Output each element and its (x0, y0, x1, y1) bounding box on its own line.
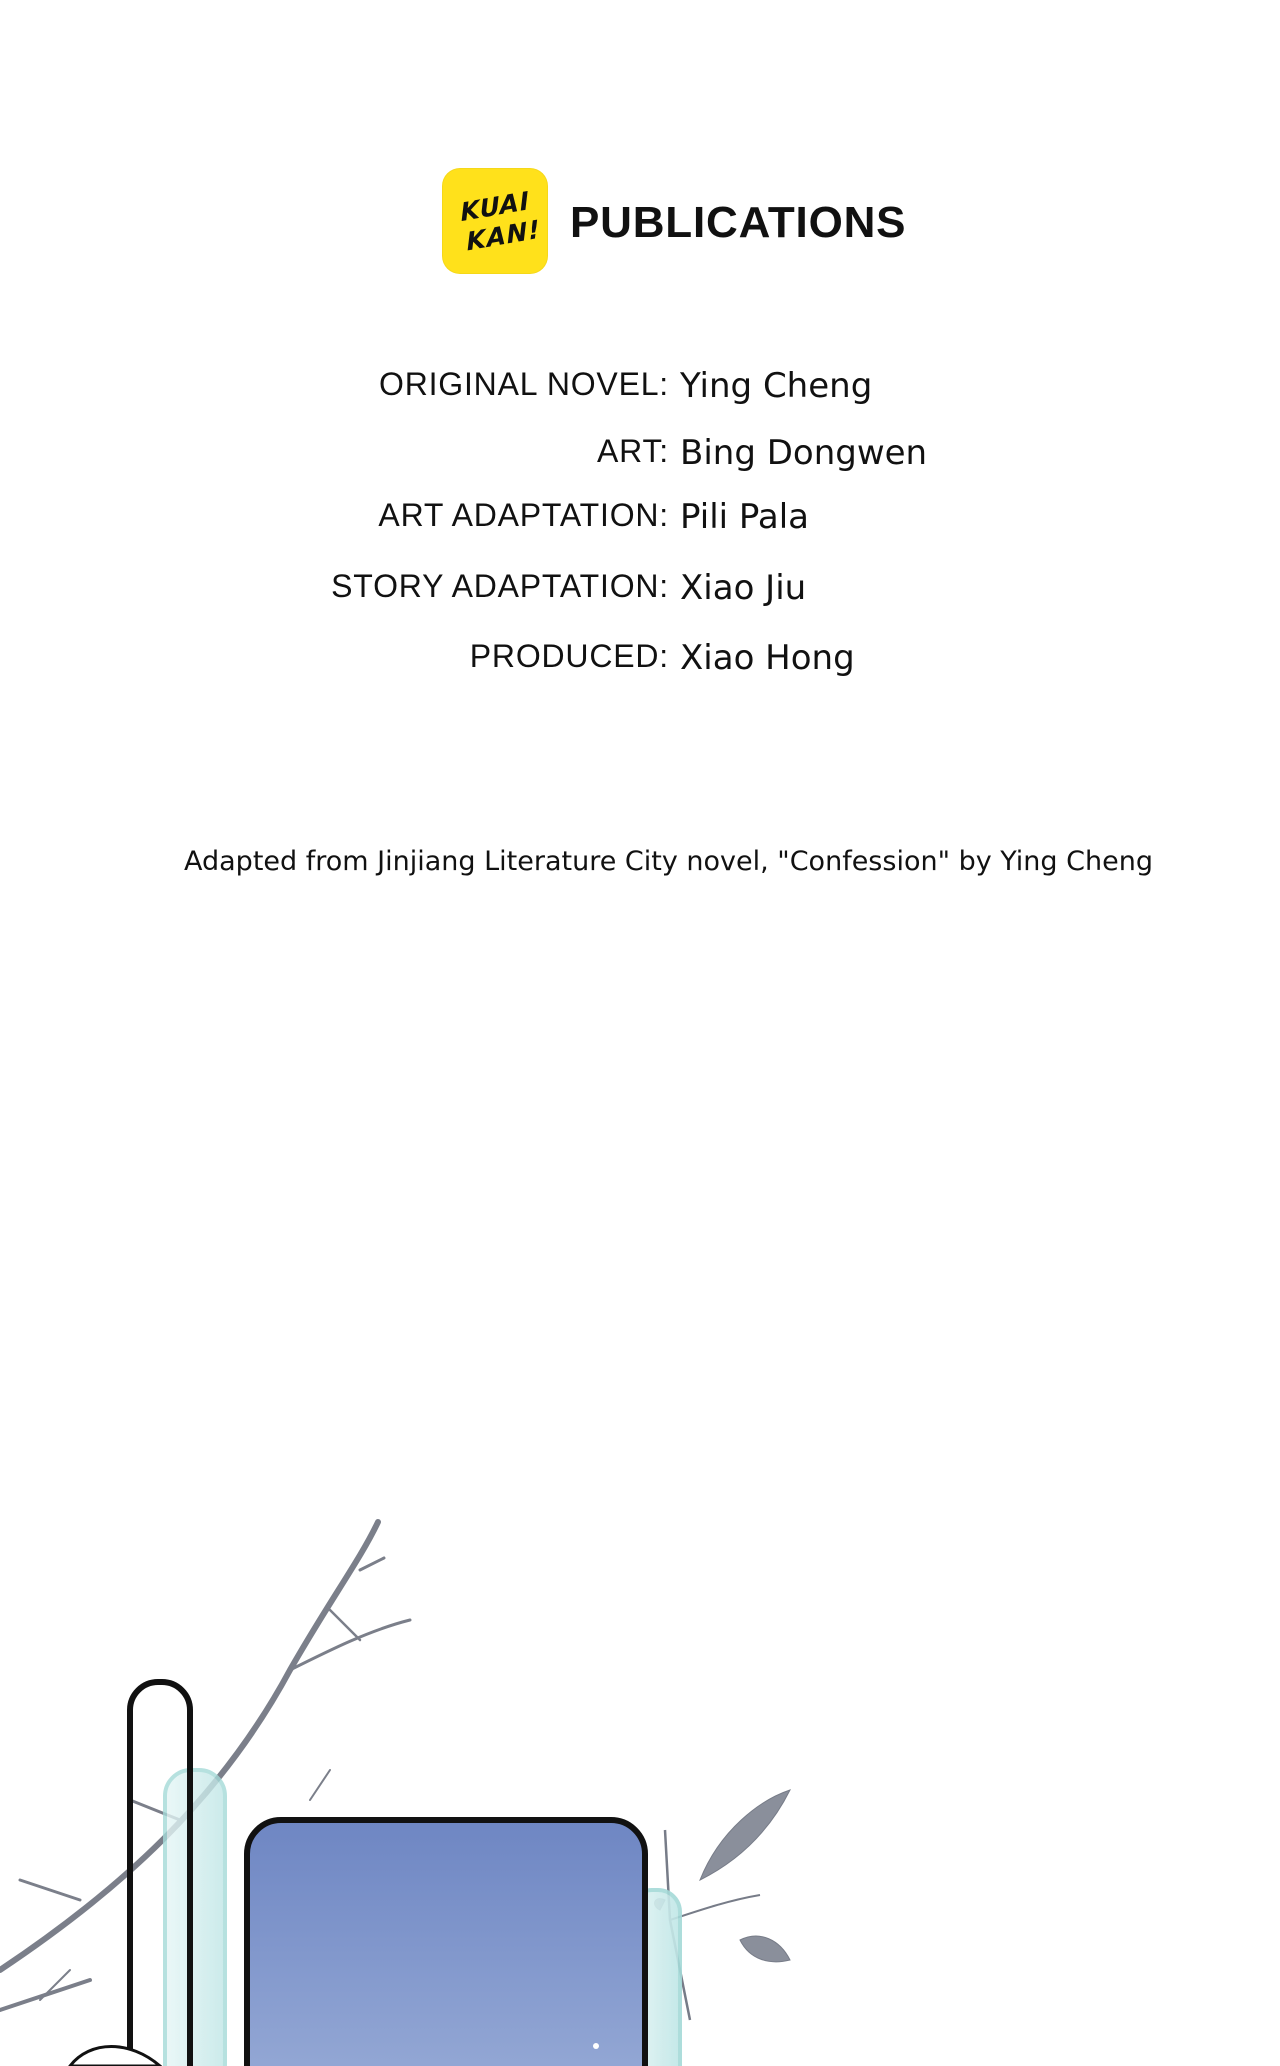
credit-value: Bing Dongwen (680, 433, 928, 473)
publisher-name: PUBLICATIONS (570, 198, 907, 247)
credit-row-produced (0, 638, 1280, 688)
credit-row-art (0, 433, 1280, 483)
credit-row-original-novel (0, 366, 1280, 416)
credit-value: Pili Pala (680, 497, 809, 537)
credit-label: ART ADAPTATION: (378, 497, 669, 533)
teal-pill-left (165, 1770, 225, 2066)
sparkle-dot (593, 2043, 599, 2049)
cover-illustration (0, 1500, 1280, 2066)
adapted-from-note: Adapted from Jinjiang Literature City novel, "Confession" by Ying Cheng (184, 846, 1153, 877)
credit-value: Ying Cheng (680, 366, 873, 406)
sky-panel (247, 1820, 645, 2066)
illustration-svg (0, 1500, 1280, 2066)
cloud-shape (70, 2047, 160, 2066)
credit-label: PRODUCED: (469, 638, 669, 674)
credit-row-story-adaptation (0, 568, 1280, 618)
credit-label: ART: (597, 433, 669, 469)
logo-text-line2: KAN! (466, 214, 542, 257)
credit-label: STORY ADAPTATION: (331, 568, 669, 604)
credit-row-art-adaptation (0, 497, 1280, 547)
logo-text-line1: KUAI (459, 185, 531, 228)
publisher-logo (442, 168, 906, 274)
credit-value: Xiao Jiu (680, 568, 807, 608)
credit-value: Xiao Hong (680, 638, 855, 678)
kuaikan-logo-badge (442, 168, 548, 274)
credit-label: ORIGINAL NOVEL: (379, 366, 669, 402)
